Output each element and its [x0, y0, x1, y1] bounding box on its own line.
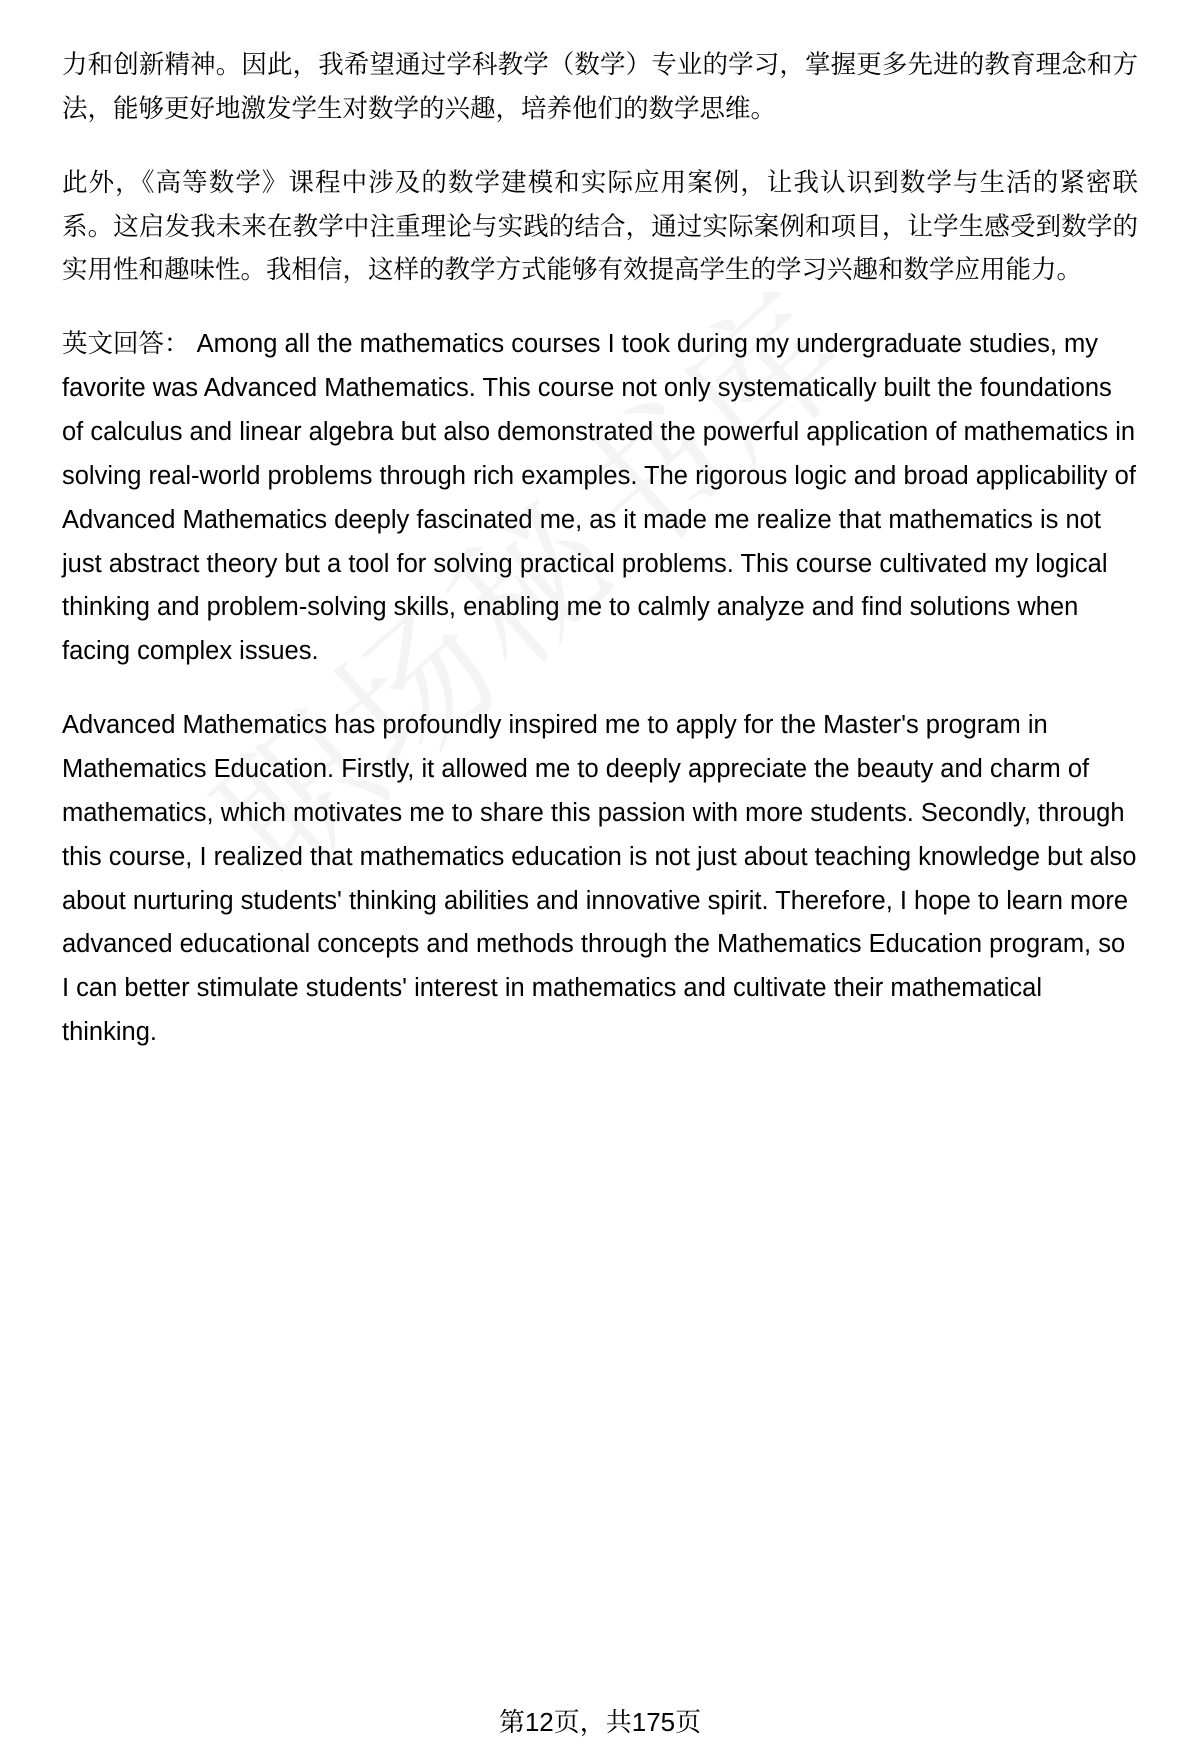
- document-body: [62, 44, 1138, 1055]
- paragraph: 力和创新精神。因此，我希望通过学科教学（数学）专业的学习，掌握更多先进的教育理念和方法，能够更好地激发学生对数学的兴趣，培养他们的数学思维。: [62, 51, 1138, 123]
- paragraph: 此外，《高等数学》课程中涉及的数学建模和实际应用案例，让我认识到数学与生活的紧密联系。这启发我未来在教学中注重理论与实践的结合，通过实际案例和项目，让学生感受到数学的实用性和趣味性。我相信，这样的教学方式能够有效提高学生的学习兴趣和数学应用能力。: [62, 168, 1138, 285]
- paragraph: Advanced Mathematics has profoundly inspired me to apply for the Master's program in Mathematics Education. Firstly, it allowed me to deeply appreciate the beauty and charm of mathematics, which motivates me to share this passion with more students. Secondly, through this course, I realized that mathematics education is not just about teaching knowledge but also about nurturing students' thinking abilities and innovative spirit. Therefore, I hope to learn more advanced educational concepts and methods through the Mathematics Education program, so I can better stimulate students' interest in mathematics and cultivate their mathematical thinking.: [62, 711, 1137, 1047]
- page-footer: 第12页，共175页: [498, 1707, 702, 1737]
- paragraph: 英文回答： Among all the mathematics courses I took during my undergraduate studies, my favorite was Advanced Mathematics. This course not only systematically built the foundations of calculus and linear algebra but also demonstrated the powerful application of mathematics in solving real-world problems through rich examples. The rigorous logic and broad applicability of Advanced Mathematics deeply fascinated me, as it made me realize that mathematics is not just abstract theory but a tool for solving practical problems. This course cultivated my logical thinking and problem-solving skills, enabling me to calmly analyze and find solutions when facing complex issues.: [62, 330, 1136, 666]
